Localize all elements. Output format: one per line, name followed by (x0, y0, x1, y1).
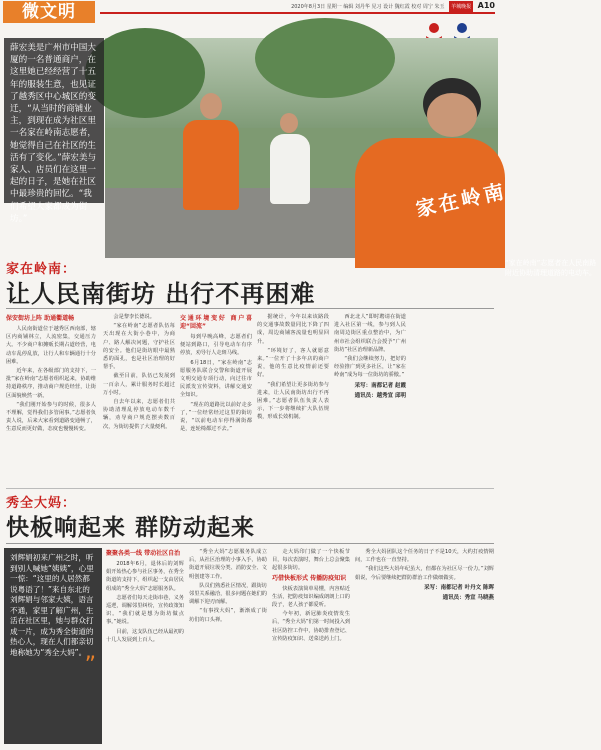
paragraph: “有事找大妈”，渐渐成了街坊们的口头禅。 (189, 608, 267, 623)
paragraph: 西北北人”即时聘请在街道进入社区第一线，参与到人民南周边街区重点整治中，为广州市社会组织联合会授予“广州街坊”社区治理新品牌。 (334, 314, 406, 353)
story2-subhead-1: 聚聚各类一线 带动社区自治 (106, 550, 181, 557)
page-number: A10 (477, 1, 495, 10)
paragraph: 近年来，在各级部门的支持下，一批“家在岭南”志愿者组织起来，协助维持道路秩序，推动商户规范经营，让街区面貌焕然一新。 (6, 368, 96, 399)
divider (6, 308, 494, 309)
story2-col2 (189, 548, 267, 744)
story2-headline: 快板响起来 群防动起来 (6, 515, 256, 541)
paragraph: “我们会继续努力，把好的经验推广到更多社区，让“家在岭南”成为每一位街坊的骄傲。” (334, 356, 406, 379)
story1-kicker: 家在岭南： (6, 262, 77, 277)
paragraph: 快板表演简单易懂，内容贴近生活，把防疫知识编成朗朗上口的段子，老人孩子都爱听。 (272, 585, 350, 609)
vest-print: 家在岭南 (413, 178, 509, 222)
byline: 采写：南都记者 赵霞 (354, 382, 406, 389)
paragraph: “我们这些大妈年纪虽大，但都在为社区尽一份力。”刘辉娟说，今后要继续把群防群治工作做细做实。 (355, 566, 494, 581)
dateline-text: 2020年8月3日 星期一 编辑 刘丹华 见习 设计 魏红霞 校对 周宁 朱玉 (291, 4, 445, 10)
story1-col3 (180, 313, 252, 485)
story2-col1 (106, 548, 184, 744)
story2-kicker: 秀全大妈： (6, 496, 77, 511)
volunteers-photo (105, 38, 597, 277)
paper-badge: 羊城晚报 (449, 1, 473, 13)
story1-subhead-2: 交通环境变好 商户喜迎“回流” (180, 315, 252, 330)
story1-headline: 让人民南街坊 出行不再困难 (6, 280, 316, 308)
dateline (100, 0, 495, 12)
story1-col1 (6, 313, 96, 485)
paragraph: 2018年6月，退休后的刘辉娟开始热心参与社区事务，在秀全街道的支持下，组织起一支由居民组成的“秀全大妈”志愿服务队。 (106, 561, 184, 592)
paragraph: “我们刚开始参与的时候，很多人不理解，觉得我们多管闲事。”志愿者负责人说，后来大家看到道路变通畅了，生意反而更好做，态度也慢慢转变。 (6, 401, 96, 433)
paragraph: 自去年以来，志愿者们共协助清理乱停放电动车数千辆，劝导商户规范摆卖数百次，为街坊提供了大量便利。 (103, 399, 175, 430)
story1-col4 (257, 313, 329, 485)
divider (6, 488, 494, 489)
paragraph: 会是黎李长德说。 (113, 314, 155, 320)
paragraph: 每到早晚高峰，志愿者们便站到路口，引导电动车有序停放，劝导行人走斑马线。 (180, 334, 252, 357)
paragraph: 今年初，新冠肺炎疫情发生后，“秀全大妈”们第一时间投入到社区防控工作中，协助排查登记、宣传防疫知识、送菜送药上门。 (272, 611, 351, 642)
paragraph: “环境好了，客人就愿意来。”一位开了十多年店的商户说，他的生意比疫情前还要好。 (257, 347, 329, 379)
paragraph: 走大妈印门做了一个快板节目，每次表演时，舞台上总会聚集起很多街坊。 (272, 549, 350, 572)
paragraph: 人民南街道位于越秀区西南部，辖区内商铺林立，人流密集，交通压力大。不少商户和摊贩长期占道经营，电动车乱停乱放，让行人和车辆通行十分困难。 (6, 326, 96, 365)
byline: 通讯员：秀宣 马晓燕 (442, 595, 494, 602)
header-rule (100, 12, 495, 14)
paragraph: 截至目前，队伍已发展到一百余人，累计服务时长超过万小时。 (103, 373, 175, 396)
paragraph: “家在岭南”志愿者队伍每天出现在大街小巷中，为商户、路人解决问题，守护社区的安全。他们是街坊眼中最熟悉的面孔，也是社区治理的好帮手。 (103, 323, 175, 371)
story2-subhead-2: 巧借快板形式 传播防疫知识 (272, 574, 347, 582)
intro-box: 薛宏美是广州市中国大厦的一名普通商户，在这里她已经经营了十五年的服装生意，也见证了越秀区中心城区的变迁，“从当时的商铺业主，到现在成为社区里一名家在岭南志愿者，她觉得自己在社区的生活有了变化。”薛宏美与家人、店员们在这里一起的日子，是她在社区中最珍贵的回忆。“我们希望大家都成为街坊。” (4, 38, 104, 203)
paragraph: 队员们熟悉社区情况，跟街坊邻里关系融洽，很多问题在她们的调解下迎刃而解。 (189, 582, 267, 606)
quote-mark-icon: ” (84, 653, 96, 678)
paragraph: 秀全大妈团队这个任务的日子不是10天，大约打疫情期间，工作也在一直坚持。 (355, 549, 494, 564)
story1-col5 (334, 313, 406, 485)
photo-caption: “家在岭南”志愿者在人民南路附近协助清理道路的电动车。 (505, 259, 597, 277)
paragraph: “我们希望让更多街坊参与进来，让人民南街坊出行不再困难。”志愿者队伍负责人表示，下一步将继续扩大队伍规模，形成长效机制。 (257, 381, 329, 421)
section-tag: 微文明 (3, 1, 95, 23)
divider (6, 543, 494, 544)
story2-col4 (355, 548, 494, 744)
byline: 采写：南都记者 叶丹文 陈晖 (424, 584, 494, 591)
paragraph: 目前，这支队伍已经从最初的十几人发展到上百人。 (106, 628, 184, 643)
paragraph: “秀全大妈”志愿服务队成立后，从社区治理的小事入手，协助街道开展垃圾分类、消防安全、文明创建等工作。 (189, 549, 267, 580)
paragraph: 志愿者们每天走街串巷，义务巡逻，调解邻里纠纷，宣传政策知识。“我们就是想为街坊做点事。”她说。 (106, 594, 184, 626)
byline: 通讯员：越秀宣 邱明 (354, 392, 406, 399)
paragraph: “现在的道路比以前好走多了，”一位经常经过这里的街坊说，“以前电动车停得满街都是，连轮椅都过不去。” (180, 401, 252, 433)
paragraph: 据统计，今年以来该路段的交通事故数量同比下降了四成，周边商铺客流量也明显回升。 (257, 314, 329, 345)
story1-subhead-1: 保安街坊上阵 助通衢道畅 (6, 315, 75, 322)
quote-text: 刘辉娟初来广州之时，听到别人喊她“姨姨”，心里一惊：“这里的人居然都说粤语了！”来自东北的刘辉娟与邻家大姨，语言不通，家里了解广州，生活在社区里，她与群众打成一片，成为秀全街道的热心人，现在人们都亲切地称她为“秀全大妈”。 (10, 553, 94, 657)
story2-quote-box (4, 548, 102, 744)
paragraph: 6月18日，“家在岭南”志愿服务队联合交警和街道开展文明交通专项行动，向过往市民派发宣传资料，讲解交通安全知识。 (180, 359, 252, 399)
story1-col2 (103, 313, 175, 485)
story2-col3 (272, 548, 350, 744)
